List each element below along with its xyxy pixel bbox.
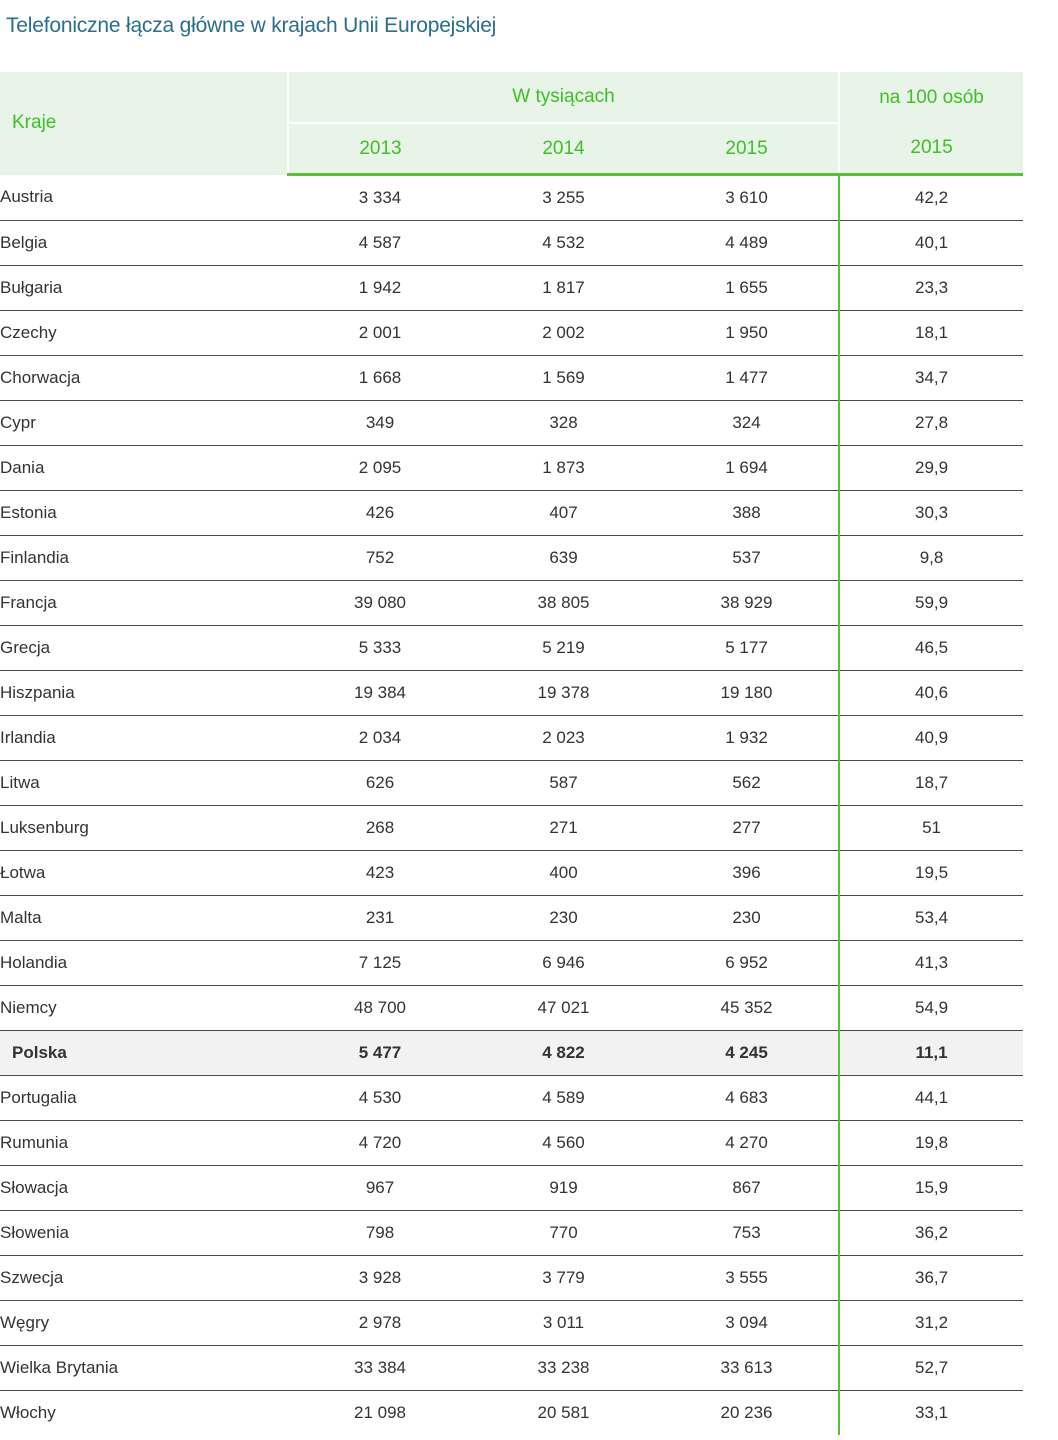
country-cell: Litwa — [0, 761, 288, 806]
per100-cell: 18,7 — [839, 761, 1023, 806]
value-2015-cell: 3 610 — [655, 175, 839, 221]
value-2015-cell: 324 — [655, 401, 839, 446]
value-2013-cell: 752 — [288, 536, 472, 581]
table-row — [0, 716, 1023, 761]
value-2014-cell: 328 — [472, 401, 655, 446]
value-2015-cell: 396 — [655, 851, 839, 896]
country-cell: Niemcy — [0, 986, 288, 1031]
per100-cell: 40,9 — [839, 716, 1023, 761]
page-title: Telefoniczne łącza główne w krajach Unii Europejskiej — [6, 14, 497, 37]
per100-cell: 19,8 — [839, 1121, 1023, 1166]
value-2014-cell: 2 023 — [472, 716, 655, 761]
table-row — [0, 1301, 1023, 1346]
value-2014-cell: 1 817 — [472, 266, 655, 311]
country-cell: Rumunia — [0, 1121, 288, 1166]
per100-cell: 46,5 — [839, 626, 1023, 671]
table-row — [0, 1211, 1023, 1256]
header-per100: na 100 osób — [839, 72, 1023, 123]
value-2015-cell: 38 929 — [655, 581, 839, 626]
per100-cell: 36,2 — [839, 1211, 1023, 1256]
value-2015-cell: 3 555 — [655, 1256, 839, 1301]
table-row — [0, 671, 1023, 716]
table-row — [0, 401, 1023, 446]
value-2014-cell: 2 002 — [472, 311, 655, 356]
country-cell: Estonia — [0, 491, 288, 536]
per100-cell: 18,1 — [839, 311, 1023, 356]
value-2014-cell: 4 822 — [472, 1031, 655, 1076]
value-2015-cell: 1 694 — [655, 446, 839, 491]
country-cell: Cypr — [0, 401, 288, 446]
country-cell: Węgry — [0, 1301, 288, 1346]
table-row — [0, 266, 1023, 311]
per100-cell: 33,1 — [839, 1391, 1023, 1436]
table-body — [0, 175, 1023, 1436]
value-2013-cell: 4 720 — [288, 1121, 472, 1166]
value-2013-cell: 426 — [288, 491, 472, 536]
country-cell: Szwecja — [0, 1256, 288, 1301]
table-row — [0, 1121, 1023, 1166]
country-cell: Grecja — [0, 626, 288, 671]
value-2015-cell: 1 477 — [655, 356, 839, 401]
table-row — [0, 986, 1023, 1031]
per100-cell: 27,8 — [839, 401, 1023, 446]
header-year-2013: 2013 — [288, 123, 472, 175]
per100-cell: 51 — [839, 806, 1023, 851]
table-row — [0, 581, 1023, 626]
value-2015-cell: 562 — [655, 761, 839, 806]
value-2014-cell: 19 378 — [472, 671, 655, 716]
value-2013-cell: 4 587 — [288, 221, 472, 266]
value-2014-cell: 587 — [472, 761, 655, 806]
value-2013-cell: 2 001 — [288, 311, 472, 356]
value-2015-cell: 4 683 — [655, 1076, 839, 1121]
per100-cell: 54,9 — [839, 986, 1023, 1031]
per100-cell: 31,2 — [839, 1301, 1023, 1346]
table-row — [0, 896, 1023, 941]
value-2015-cell: 867 — [655, 1166, 839, 1211]
country-cell: Chorwacja — [0, 356, 288, 401]
value-2013-cell: 39 080 — [288, 581, 472, 626]
value-2013-cell: 268 — [288, 806, 472, 851]
table-row — [0, 356, 1023, 401]
per100-cell: 23,3 — [839, 266, 1023, 311]
value-2015-cell: 20 236 — [720, 1403, 773, 1422]
table-row — [0, 1256, 1023, 1301]
header-kraje: Kraje — [0, 72, 288, 175]
value-2014-cell: 38 805 — [472, 581, 655, 626]
country-cell: Francja — [0, 581, 288, 626]
per100-cell: 9,8 — [839, 536, 1023, 581]
value-2013-cell: 798 — [288, 1211, 472, 1256]
table-row — [0, 446, 1023, 491]
per100-cell: 36,7 — [839, 1256, 1023, 1301]
value-2013-cell: 349 — [288, 401, 472, 446]
per100-cell: 59,9 — [839, 581, 1023, 626]
table-row — [0, 626, 1023, 671]
value-2013-cell: 5 333 — [288, 626, 472, 671]
value-2013-cell: 2 034 — [288, 716, 472, 761]
value-2014-cell: 919 — [472, 1166, 655, 1211]
value-2013-cell: 1 942 — [288, 266, 472, 311]
country-cell: Malta — [0, 896, 288, 941]
value-2014-cell: 33 238 — [472, 1346, 655, 1391]
value-2014-cell: 3 255 — [472, 175, 655, 221]
per100-cell: 53,4 — [839, 896, 1023, 941]
value-2015-cell: 537 — [655, 536, 839, 581]
per100-cell: 52,7 — [839, 1346, 1023, 1391]
value-2014-cell: 3 779 — [472, 1256, 655, 1301]
value-2015-cell: 4 245 — [655, 1031, 839, 1076]
value-2014-cell: 407 — [472, 491, 655, 536]
country-cell: Czechy — [0, 311, 288, 356]
value-2015-cell: 388 — [655, 491, 839, 536]
table-row — [0, 491, 1023, 536]
table-row — [0, 806, 1023, 851]
country-cell: Wielka Brytania — [0, 1346, 288, 1391]
country-cell: Bułgaria — [0, 266, 288, 311]
country-cell: Słowenia — [0, 1211, 288, 1256]
per100-cell: 34,7 — [839, 356, 1023, 401]
value-2015-cell: 33 613 — [655, 1346, 839, 1391]
value-2013-cell: 48 700 — [288, 986, 472, 1031]
table-row — [0, 1166, 1023, 1211]
value-2015-cell: 1 950 — [655, 311, 839, 356]
table-row — [0, 1076, 1023, 1121]
country-cell: Słowacja — [0, 1166, 288, 1211]
value-2013-cell: 7 125 — [288, 941, 472, 986]
value-2015-cell: 5 177 — [655, 626, 839, 671]
value-2014-cell: 4 560 — [472, 1121, 655, 1166]
value-2014-cell: 4 589 — [472, 1076, 655, 1121]
value-2014-cell: 271 — [472, 806, 655, 851]
per100-cell: 29,9 — [839, 446, 1023, 491]
table-row — [0, 851, 1023, 896]
header-per100-year: 2015 — [839, 123, 1023, 175]
value-2013-cell: 1 668 — [288, 356, 472, 401]
value-2015-cell: 1 932 — [655, 716, 839, 761]
value-2015-cell: 4 270 — [655, 1121, 839, 1166]
per100-cell: 41,3 — [839, 941, 1023, 986]
country-cell: Luksenburg — [0, 806, 288, 851]
per100-cell: 19,5 — [839, 851, 1023, 896]
header-year-2015: 2015 — [655, 123, 839, 175]
value-2013-cell: 967 — [288, 1166, 472, 1211]
value-2014-cell: 1 569 — [472, 356, 655, 401]
per100-cell: 11,1 — [839, 1031, 1023, 1076]
value-2013-cell: 231 — [288, 896, 472, 941]
country-cell: Finlandia — [0, 536, 288, 581]
value-2013-cell: 3 334 — [288, 175, 472, 221]
value-2013-cell: 33 384 — [288, 1346, 472, 1391]
value-2014-cell: 47 021 — [472, 986, 655, 1031]
value-2015-cell: 3 094 — [655, 1301, 839, 1346]
value-2014-cell: 6 946 — [472, 941, 655, 986]
per100-cell: 42,2 — [839, 175, 1023, 221]
value-2014-cell: 400 — [472, 851, 655, 896]
value-2015-cell: 753 — [655, 1211, 839, 1256]
country-cell: Irlandia — [0, 716, 288, 761]
value-2015-cell: 19 180 — [655, 671, 839, 716]
per100-cell: 40,1 — [839, 221, 1023, 266]
value-2013-cell: 2 978 — [288, 1301, 472, 1346]
table-row — [0, 175, 1023, 221]
value-2015-cell: 6 952 — [655, 941, 839, 986]
table-row — [0, 761, 1023, 806]
country-cell: Austria — [0, 175, 288, 221]
value-2014-cell: 20 581 — [537, 1403, 590, 1422]
value-2014-cell: 3 011 — [472, 1301, 655, 1346]
value-2015-cell: 230 — [655, 896, 839, 941]
country-cell: Belgia — [0, 221, 288, 266]
country-cell: Dania — [0, 446, 288, 491]
header-group-thousands: W tysiącach — [288, 72, 839, 123]
value-2013-cell: 423 — [288, 851, 472, 896]
country-cell: Polska — [0, 1031, 288, 1076]
table-row — [0, 221, 1023, 266]
country-cell: Włochy — [0, 1403, 56, 1422]
table-row — [0, 311, 1023, 356]
value-2013-cell: 19 384 — [288, 671, 472, 716]
value-2014-cell: 4 532 — [472, 221, 655, 266]
country-cell: Holandia — [0, 941, 288, 986]
table-header — [0, 72, 1023, 175]
country-cell: Portugalia — [0, 1076, 288, 1121]
per100-cell: 40,6 — [839, 671, 1023, 716]
value-2015-cell: 1 655 — [655, 266, 839, 311]
per100-cell: 30,3 — [839, 491, 1023, 536]
table-row — [0, 1031, 1023, 1076]
header-year-2014: 2014 — [472, 123, 655, 175]
value-2014-cell: 770 — [472, 1211, 655, 1256]
eu-phone-lines-table — [0, 72, 1023, 1435]
value-2013-cell: 4 530 — [288, 1076, 472, 1121]
value-2013-cell: 626 — [288, 761, 472, 806]
value-2013-cell: 21 098 — [354, 1403, 406, 1422]
value-2014-cell: 1 873 — [472, 446, 655, 491]
value-2014-cell: 639 — [472, 536, 655, 581]
value-2014-cell: 5 219 — [472, 626, 655, 671]
country-cell: Hiszpania — [0, 671, 288, 716]
value-2014-cell: 230 — [472, 896, 655, 941]
country-cell: Łotwa — [0, 851, 288, 896]
value-2015-cell: 45 352 — [655, 986, 839, 1031]
value-2015-cell: 4 489 — [655, 221, 839, 266]
value-2015-cell: 277 — [655, 806, 839, 851]
table-row — [0, 536, 1023, 581]
value-2013-cell: 3 928 — [288, 1256, 472, 1301]
value-2013-cell: 2 095 — [288, 446, 472, 491]
per100-cell: 15,9 — [839, 1166, 1023, 1211]
table-row — [0, 941, 1023, 986]
value-2013-cell: 5 477 — [288, 1031, 472, 1076]
table-row — [0, 1346, 1023, 1391]
per100-cell: 44,1 — [839, 1076, 1023, 1121]
table-row — [0, 1391, 1023, 1436]
